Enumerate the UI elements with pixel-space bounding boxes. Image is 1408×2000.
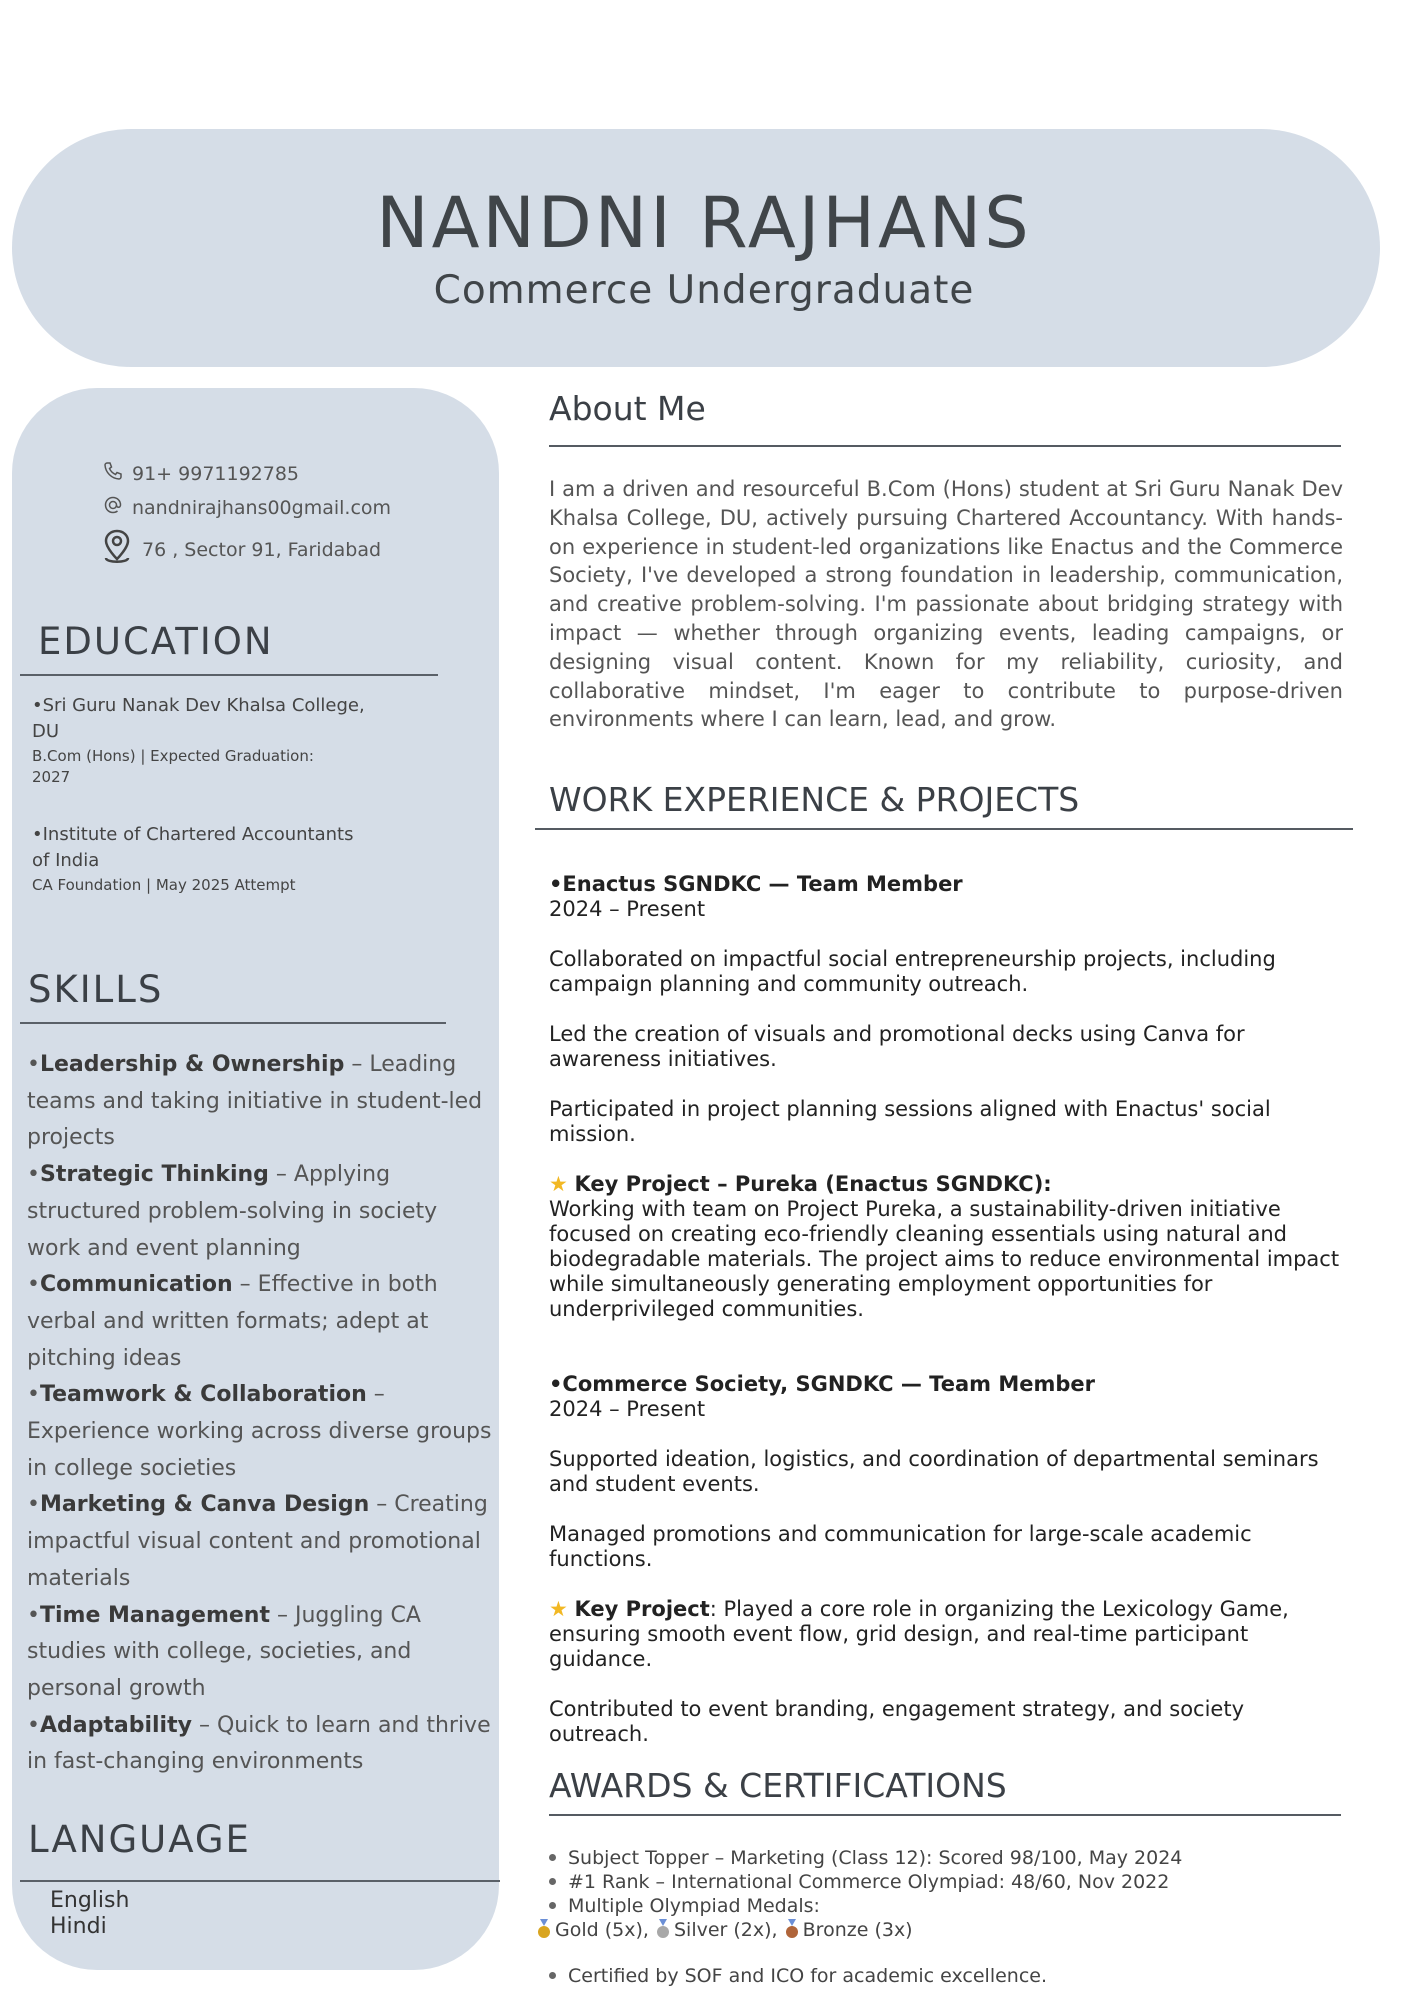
- location-pin-icon: [100, 528, 134, 571]
- enactus-point-2: Led the creation of visuals and promotional decks using Canva for awareness initiatives.: [549, 1022, 1245, 1071]
- phone-icon: [102, 460, 124, 487]
- enactus-point-1: Collaborated on impactful social entrepreneurship projects, including campaign planning and community outreach.: [549, 947, 1276, 996]
- skill-item: •Adaptability – Quick to learn and thrive in fast-changing environments: [27, 1712, 491, 1775]
- star-icon: ★: [549, 1597, 568, 1621]
- silver-medal-icon: [655, 1919, 671, 1939]
- awards-list: [549, 1846, 1349, 1988]
- education-item-2-detail1: CA Foundation | May 2025 Attempt: [32, 876, 296, 894]
- language-english: English: [50, 1888, 130, 1913]
- commerce-point-3: Contributed to event branding, engagement strategy, and society outreach.: [549, 1697, 1245, 1746]
- education-item-1-detail1: B.Com (Hons) | Expected Graduation:: [32, 747, 314, 765]
- skill-item: •Time Management – Juggling CA studies with college, societies, and personal growth: [27, 1602, 421, 1701]
- award-item: #1 Rank – International Commerce Olympiad: 48/60, Nov 2022: [549, 1870, 1349, 1894]
- skill-item: •Teamwork & Collaboration – Experience working across diverse groups in college societies: [27, 1382, 492, 1481]
- enactus-block: [549, 872, 1349, 1322]
- award-item: Subject Topper – Marketing (Class 12): Scored 98/100, May 2024: [549, 1846, 1349, 1870]
- medals-line: Gold (5x), Silver (2x), Bronze (3x): [536, 1918, 1349, 1942]
- bronze-medal-icon: [784, 1919, 800, 1939]
- work-heading: WORK EXPERIENCE & PROJECTS: [549, 780, 1080, 819]
- contact-address: [100, 528, 381, 571]
- contact-email: [102, 494, 391, 521]
- skill-item: •Leadership & Ownership – Leading teams and taking initiative in student-led projects: [27, 1052, 483, 1151]
- about-text: I am a driven and resourceful B.Com (Hons) student at Sri Guru Nanak Dev Khalsa College, DU, actively pursuing Chartered Accountancy. With hands-on experience in student-led organizations like Enactus and the Commerce Society, I've developed a strong foundation in leadership, communication, and creative problem-solving. I'm passionate about bridging strategy with impact — whether through organizing events, leading campaigns, or designing visual content. Known for my reliability, curiosity, and collaborative mindset, I'm eager to contribute to purpose-driven environments where I can learn, lead, and grow.: [549, 477, 1343, 732]
- awards-rule: [549, 1814, 1341, 1816]
- enactus-point-3: Participated in project planning sessions aligned with Enactus' social mission.: [549, 1097, 1271, 1146]
- commerce-point-2: Managed promotions and communication for large-scale academic functions.: [549, 1522, 1252, 1571]
- skill-item: •Communication – Effective in both verbal and written formats; adept at pitching ideas: [27, 1272, 438, 1371]
- commerce-key-project: ★ Key Project: Played a core role in organizing the Lexicology Game, ensuring smooth event flow, grid design, and real-time participant guidance.: [549, 1597, 1289, 1671]
- star-icon: ★: [549, 1172, 568, 1196]
- commerce-title: •Commerce Society, SGNDKC — Team Member: [549, 1372, 1095, 1396]
- language-heading: LANGUAGE: [28, 1818, 251, 1861]
- skills-heading: SKILLS: [28, 968, 164, 1011]
- work-rule: [535, 828, 1353, 830]
- skill-item: •Marketing & Canva Design – Creating impactful visual content and promotional materials: [27, 1492, 488, 1591]
- enactus-key-project: ★ Key Project – Pureka (Enactus SGNDKC): Working with team on Project Pureka, a sustainability-driven initiative focused on creating eco-friendly cleaning essentials using natural and biodegradable materials. The project aims to reduce environmental impact while simultaneously generating employment opportunities for underprivileged communities.: [549, 1172, 1340, 1321]
- skills-rule: [20, 1022, 446, 1024]
- address-text: 76 , Sector 91, Faridabad: [142, 538, 382, 561]
- award-item: Certified by SOF and ICO for academic excellence.: [549, 1964, 1349, 1988]
- language-rule: [20, 1880, 500, 1882]
- education-item-2-line1: •Institute of Chartered Accountants: [32, 824, 354, 845]
- about-rule: [549, 445, 1341, 447]
- candidate-name: NANDNI RAJHANS: [376, 182, 1032, 264]
- education-heading: EDUCATION: [38, 620, 274, 663]
- email-address: nandnirajhans00gmail.com: [132, 496, 392, 519]
- education-item-2-line2: of India: [32, 850, 100, 871]
- commerce-dates: 2024 – Present: [549, 1397, 706, 1421]
- enactus-title: •Enactus SGNDKC — Team Member: [549, 872, 963, 896]
- enactus-dates: 2024 – Present: [549, 897, 706, 921]
- commerce-point-1: Supported ideation, logistics, and coordination of departmental seminars and student events.: [549, 1447, 1319, 1496]
- language-hindi: Hindi: [50, 1914, 107, 1939]
- education-rule: [20, 674, 438, 676]
- gold-medal-icon: [536, 1919, 552, 1939]
- at-icon: [102, 494, 124, 521]
- awards-heading: AWARDS & CERTIFICATIONS: [549, 1766, 1007, 1805]
- award-item: Multiple Olympiad Medals:: [549, 1894, 1349, 1918]
- contact-phone: [102, 460, 299, 487]
- commerce-block: [549, 1372, 1349, 1747]
- education-item-1-detail2: 2027: [32, 768, 71, 786]
- skill-item: •Strategic Thinking – Applying structured problem-solving in society work and event planning: [27, 1162, 438, 1261]
- education-item-1-line1: •Sri Guru Nanak Dev Khalsa College,: [32, 695, 365, 716]
- candidate-title: Commerce Undergraduate: [433, 268, 975, 313]
- phone-number: 91+ 9971192785: [132, 462, 300, 485]
- education-item-1-line2: DU: [32, 721, 60, 742]
- skills-list: [27, 1047, 497, 1781]
- about-heading: About Me: [549, 389, 706, 428]
